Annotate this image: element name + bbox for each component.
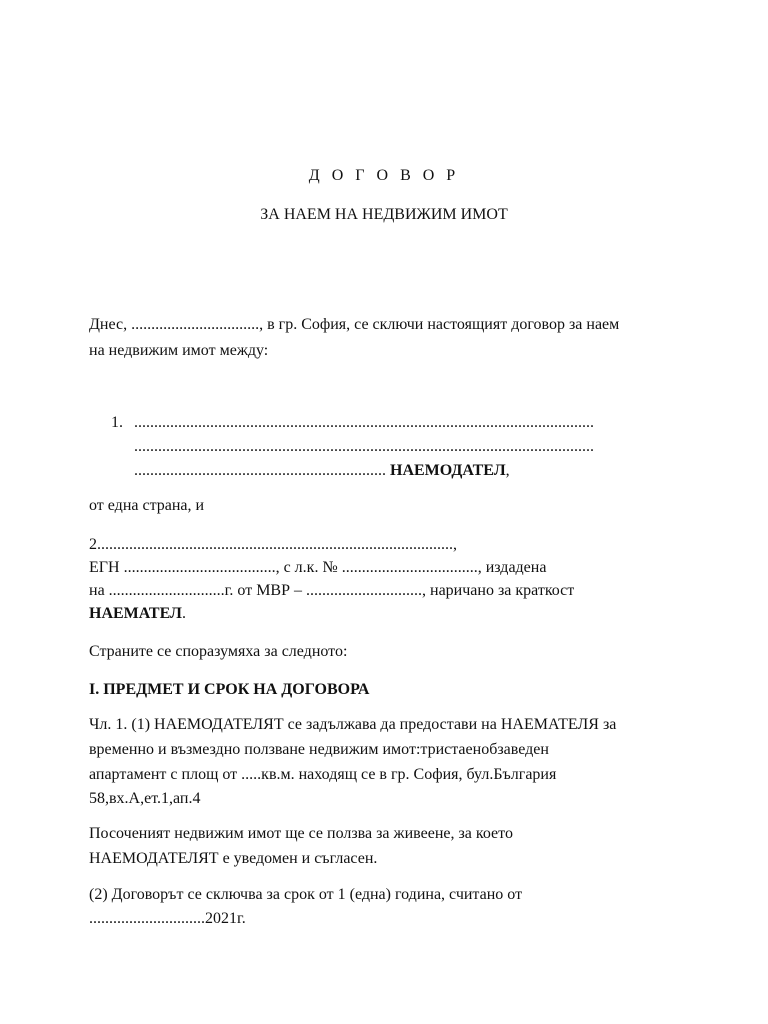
party2-line-3: на .............................г. от МВР – ............................., наричано за краткост bbox=[89, 582, 575, 599]
party2-line-2: ЕГН ......................................, с л.к. № .................................., издадена bbox=[89, 559, 547, 576]
party2-line-1: 2........................................................................................., bbox=[89, 536, 457, 553]
tenant-role: НАЕМАТЕЛ bbox=[89, 605, 182, 622]
party1-number: 1. bbox=[111, 414, 123, 431]
article-1-line-1: Чл. 1. (1) НАЕМОДАТЕЛЯТ се задължава да предостави на НАЕМАТЕЛЯ за bbox=[89, 716, 617, 733]
term-line-1: (2) Договорът се сключва за срок от 1 (една) година, считано от bbox=[89, 886, 523, 903]
section-1-heading: I. ПРЕДМЕТ И СРОК НА ДОГОВОРА bbox=[89, 681, 370, 698]
party1-line-2: ................................................................................................................... bbox=[134, 438, 594, 455]
article-1-line-2: временно и възмездно ползване недвижим имот:тристаенобзаведен bbox=[89, 741, 549, 758]
landlord-role-suffix: , bbox=[505, 462, 510, 479]
document-title: Д О Г О В О Р bbox=[308, 167, 460, 184]
intro-line-2: на недвижим имот между: bbox=[89, 342, 269, 359]
landlord-role: НАЕМОДАТЕЛ bbox=[390, 462, 506, 479]
article-1-line-3: апартамент с площ от .....кв.м. находящ се в гр. София, бул.България bbox=[89, 766, 557, 783]
usage-line-1: Посоченият недвижим имот ще се ползва за живеене, за което bbox=[89, 825, 513, 842]
usage-line-2: НАЕМОДАТЕЛЯТ е уведомен и съгласен. bbox=[89, 850, 378, 867]
document-subtitle: ЗА НАЕМ НА НЕДВИЖИМ ИМОТ bbox=[260, 206, 508, 223]
term-line-2: .............................2021г. bbox=[89, 910, 246, 927]
party1-line-3 bbox=[134, 461, 510, 481]
other-side-text: от една страна, и bbox=[89, 497, 205, 514]
intro-line-1: Днес, ................................, в гр. София, се сключи настоящият договор за наем bbox=[89, 316, 620, 333]
tenant-role-suffix: . bbox=[181, 605, 186, 622]
agreed-text: Страните се споразумяха за следното: bbox=[89, 643, 348, 660]
party1-dots: ............................................................... bbox=[134, 462, 390, 479]
party1-line-1: ................................................................................................................... bbox=[134, 414, 594, 431]
party2-line-4 bbox=[89, 604, 186, 624]
article-1-line-4: 58,вх.А,ет.1,ап.4 bbox=[89, 790, 201, 807]
